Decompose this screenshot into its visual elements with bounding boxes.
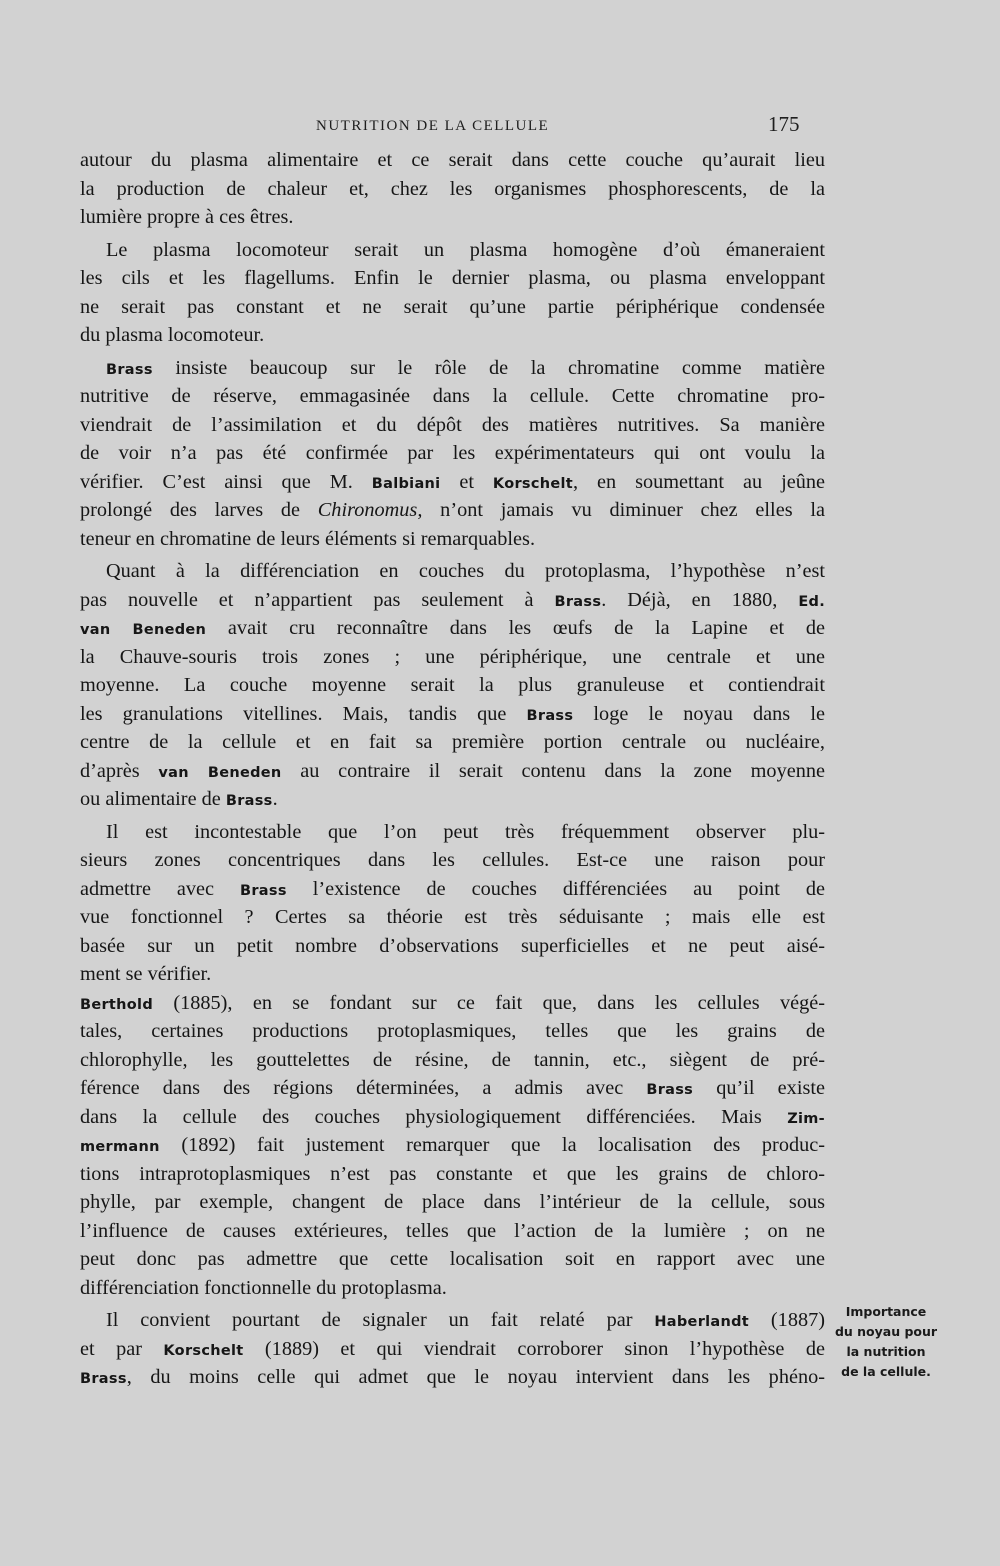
text-line: [80, 960, 825, 989]
text-run: tions intraprotoplasmiques n’est pas constante et que les grains de chloro-: [80, 1162, 825, 1185]
text-line: [80, 1017, 825, 1046]
body-text: [80, 146, 825, 1392]
text-line: [80, 557, 825, 586]
text-run: loge le noyau dans le: [573, 702, 825, 725]
text-run: pas nouvelle et n’appartient pas seulement à: [80, 588, 555, 611]
running-title: NUTRITION DE LA CELLULE: [316, 118, 550, 134]
text-run: prolongé des larves de: [80, 499, 318, 521]
text-line: [80, 785, 825, 814]
text-line: [80, 1306, 825, 1335]
text-run: les granulations vitellines. Mais, tandis que: [80, 702, 527, 725]
text-run: dans la cellule des couches physiologiquement différenciées. Mais: [80, 1105, 788, 1128]
author-name: Korschelt: [492, 475, 573, 492]
text-run: ment se vérifier.: [80, 963, 212, 985]
text-run: et: [440, 470, 493, 493]
margin-note: [832, 1302, 940, 1382]
text-run: phylle, par exemple, changent de place dans l’intérieur de la cellule, sous: [80, 1191, 825, 1213]
text-run: avait cru reconnaître dans les œufs de la Lapine et de: [206, 617, 825, 639]
text-line: [80, 875, 825, 904]
text-run: au contraire il serait contenu dans la zone moyenne: [281, 759, 825, 782]
text-run: ou alimentaire de: [80, 788, 226, 810]
text-line: [80, 496, 825, 525]
text-line: [80, 1363, 825, 1392]
text-line: [80, 264, 825, 293]
text-run: la production de chaleur et, chez les organismes phosphorescents, de la: [80, 177, 825, 200]
author-name: van Beneden: [158, 764, 282, 781]
text-run: ne serait pas constant et ne serait qu’une partie périphérique condensée: [80, 295, 825, 318]
text-run: , en soumettant au jeûne: [573, 470, 825, 493]
text-line: [80, 671, 825, 700]
text-run: qu’il existe: [693, 1077, 825, 1099]
author-name: Brass: [106, 361, 153, 378]
text-run: . Déjà, en 1880,: [601, 588, 799, 611]
text-line: [80, 236, 825, 265]
text-line: [80, 411, 825, 440]
author-name: Berthold: [80, 996, 154, 1013]
text-run: du plasma locomoteur.: [80, 324, 265, 346]
text-run: chlorophylle, les gouttelettes de résine, de tannin, etc., siègent de pré-: [80, 1048, 825, 1071]
margin-note-line: Importance: [845, 1304, 927, 1319]
text-line: [80, 146, 825, 175]
text-line: [80, 614, 825, 643]
text-line: [80, 1274, 825, 1303]
text-run: Il convient pourtant de signaler un fait relaté par: [106, 1309, 655, 1331]
text-line: [80, 1160, 825, 1189]
text-run: centre de la cellule et en fait sa première portion centrale ou nucléaire,: [80, 731, 825, 753]
author-name: Haberlandt: [654, 1314, 750, 1330]
text-line: [80, 525, 825, 554]
text-run: vue fonctionnel ? Certes sa théorie est très séduisante ; mais elle est: [80, 906, 825, 928]
text-run: Il est incontestable que l’on peut très fréquemment observer plu-: [106, 820, 825, 843]
text-run: basée sur un petit nombre d’observations superficielles et ne peut aisé-: [80, 934, 825, 957]
text-line: [80, 1131, 825, 1160]
text-line: [80, 989, 825, 1018]
text-run: et par: [80, 1337, 164, 1360]
author-name: Brass: [225, 793, 273, 809]
page-number: 175: [768, 112, 800, 136]
text-run: d’après: [80, 759, 159, 782]
text-run: teneur en chromatine de leurs éléments si remarquables.: [80, 527, 536, 550]
text-run: vérifier. C’est ainsi que M.: [80, 470, 372, 493]
author-name: Brass: [240, 882, 287, 899]
text-line: [80, 468, 825, 497]
text-run: , du moins celle qui admet que le noyau intervient dans les phéno-: [126, 1366, 825, 1388]
author-name: van Beneden: [80, 622, 207, 638]
text-run: peut donc pas admettre que cette localisation soit en rapport avec une: [80, 1248, 825, 1270]
text-line: [80, 293, 825, 322]
text-run: n’ont jamais vu diminuer chez elles la: [422, 499, 825, 521]
text-line: [80, 175, 825, 204]
text-line: [80, 203, 825, 232]
author-name: Brass: [646, 1082, 694, 1098]
text-line: [80, 1188, 825, 1217]
text-run: .: [272, 788, 278, 810]
author-name: Brass: [554, 593, 602, 610]
text-run: tales, certaines productions protoplasmiques, telles que les grains de: [80, 1020, 825, 1042]
author-name: Zim-: [787, 1110, 825, 1127]
author-name: mermann: [80, 1139, 160, 1155]
text-line: [80, 903, 825, 932]
text-line: [80, 846, 825, 875]
text-run: la Chauve-souris trois zones ; une périphérique, une centrale et une: [80, 645, 825, 668]
text-line: [80, 932, 825, 961]
text-line: [80, 1046, 825, 1075]
text-line: [80, 1103, 825, 1132]
text-line: [80, 321, 825, 350]
italic-term: Chironomus,: [317, 499, 423, 521]
text-run: (1885), en se fondant sur ce fait que, dans les cellules végé-: [153, 991, 825, 1014]
text-line: [80, 728, 825, 757]
text-line: [80, 1335, 825, 1364]
text-line: [80, 643, 825, 672]
author-name: Korschelt: [163, 1342, 244, 1359]
margin-note-line: la nutrition: [846, 1344, 926, 1359]
text-run: admettre avec: [80, 877, 240, 900]
text-run: de voir n’a pas été confirmée par les expérimentateurs qui ont voulu la: [80, 442, 825, 464]
text-line: [80, 757, 825, 786]
text-line: [80, 382, 825, 411]
text-line: [80, 818, 825, 847]
text-run: (1892) fait justement remarquer que la localisation des produc-: [159, 1134, 825, 1156]
margin-note-line: du noyau pour: [834, 1324, 938, 1339]
author-name: Ed.: [798, 593, 826, 610]
text-line: [80, 1074, 825, 1103]
text-run: les cils et les flagellums. Enfin le dernier plasma, ou plasma enveloppant: [80, 267, 825, 289]
text-line: [80, 586, 825, 615]
text-run: l’existence de couches différenciées au point de: [286, 877, 826, 900]
author-name: Brass: [80, 1371, 127, 1387]
text-run: l’influence de causes extérieures, telles que l’action de la lumière ; on ne: [80, 1219, 825, 1242]
text-line: [80, 700, 825, 729]
text-run: moyenne. La couche moyenne serait la plus granuleuse et contiendrait: [80, 674, 825, 696]
running-head: [0, 112, 1000, 148]
text-line: [80, 1245, 825, 1274]
text-run: insiste beaucoup sur le rôle de la chromatine comme matière: [152, 356, 825, 379]
text-run: (1889) et qui viendrait corroborer sinon l’hypothèse de: [243, 1337, 825, 1360]
text-run: autour du plasma alimentaire et ce serait dans cette couche qu’aurait lieu: [80, 149, 825, 171]
text-run: (1887): [749, 1309, 826, 1331]
text-run: viendrait de l’assimilation et du dépôt des matières nutritives. Sa manière: [80, 413, 825, 436]
text-run: lumière propre à ces êtres.: [80, 206, 294, 228]
text-run: férence dans des régions déterminées, a admis avec: [80, 1077, 647, 1099]
author-name: Brass: [526, 707, 574, 724]
text-line: [80, 439, 825, 468]
margin-note-line: de la cellule.: [841, 1364, 931, 1379]
text-line: [80, 1217, 825, 1246]
text-run: Le plasma locomoteur serait un plasma homogène d’où émaneraient: [106, 238, 825, 261]
text-line: [80, 354, 825, 383]
text-run: différenciation fonctionnelle du protoplasma.: [80, 1276, 447, 1299]
author-name: Balbiani: [371, 475, 441, 492]
text-run: Quant à la différenciation en couches du protoplasma, l’hypothèse n’est: [106, 560, 825, 582]
text-run: nutritive de réserve, emmagasinée dans la cellule. Cette chromatine pro-: [80, 385, 825, 407]
text-run: sieurs zones concentriques dans les cellules. Est-ce une raison pour: [80, 849, 825, 871]
